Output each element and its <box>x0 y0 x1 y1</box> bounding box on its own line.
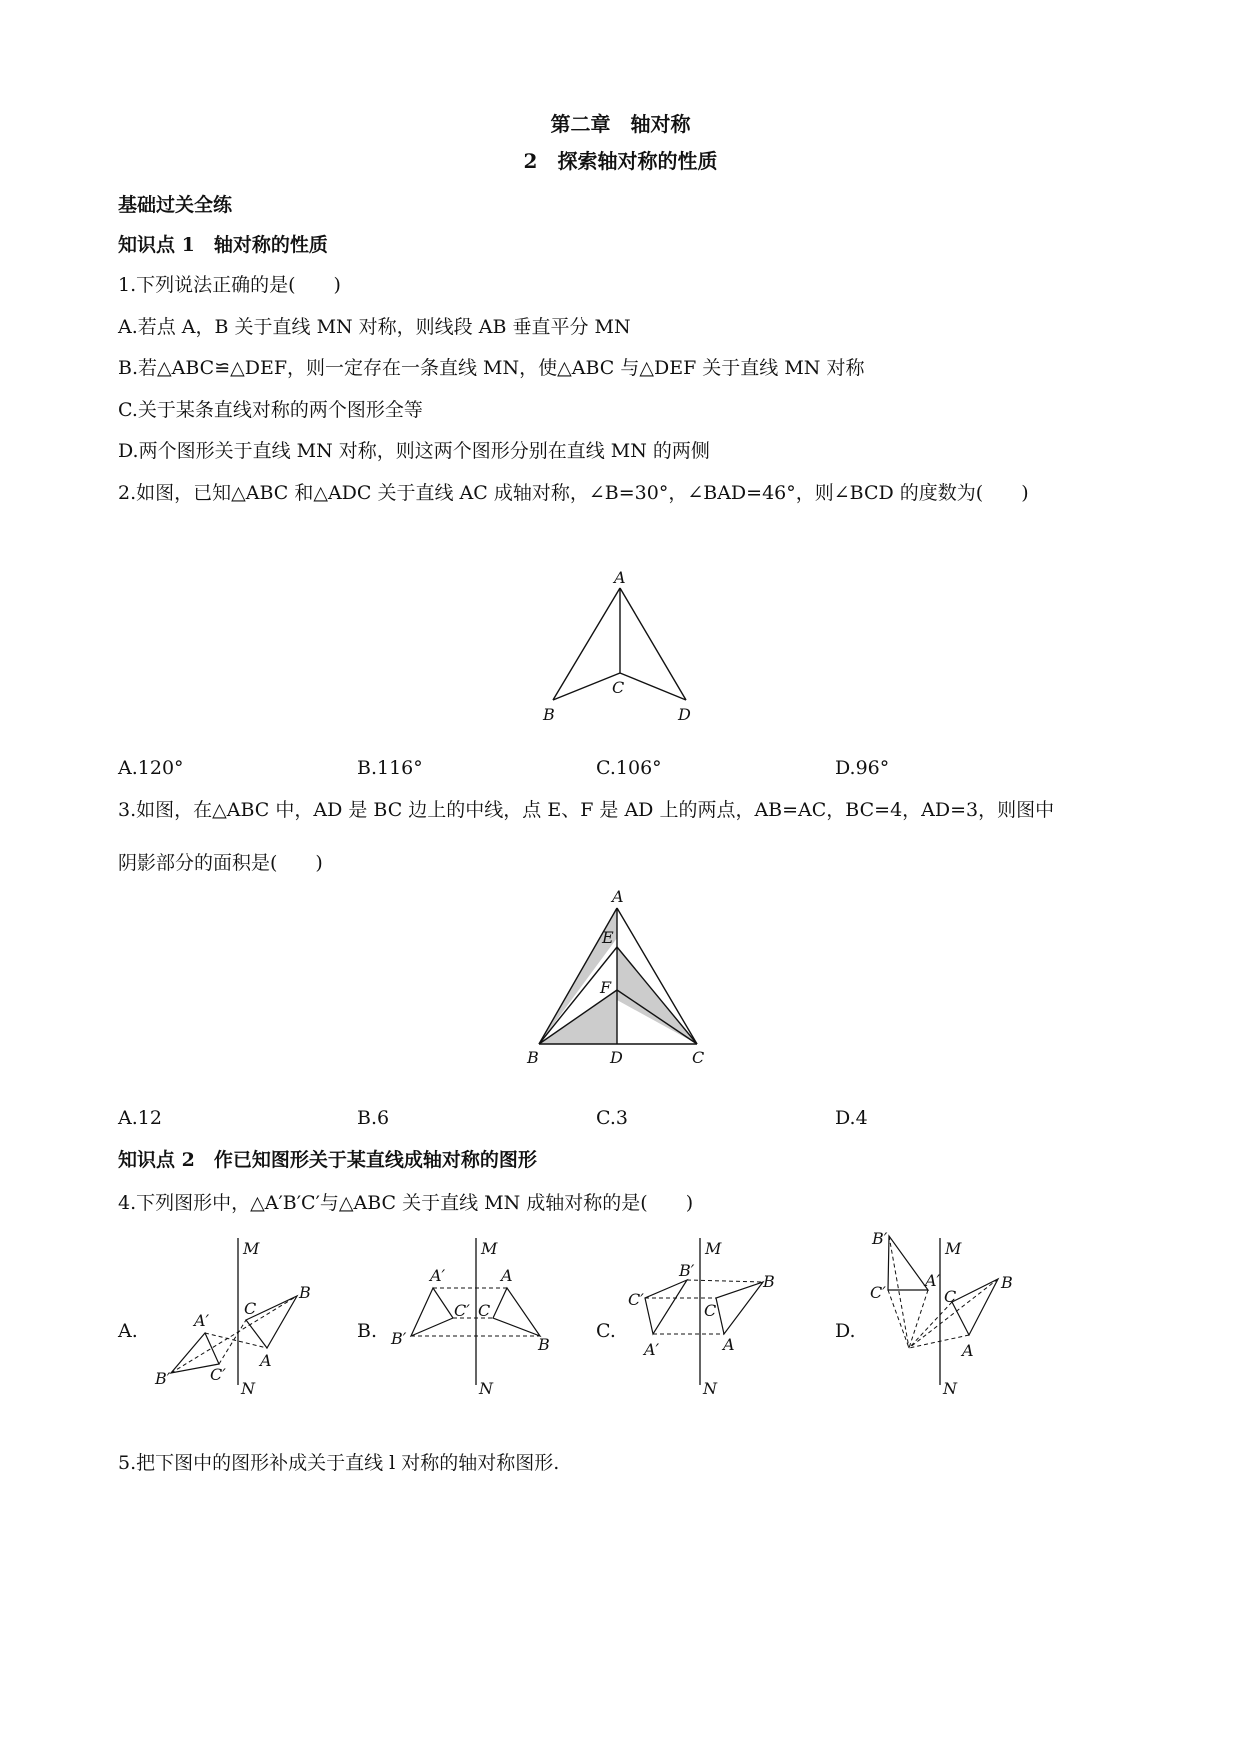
q3-label-d: D <box>610 1048 623 1067</box>
q3-option-c: C.3 <box>596 1107 628 1129</box>
q4-figure-b <box>390 1238 550 1398</box>
svg-text:B: B <box>299 1283 311 1302</box>
svg-text:A′: A′ <box>194 1311 210 1330</box>
svg-text:B: B <box>538 1335 550 1354</box>
q2-stem: 2.如图，已知△ABC 和△ADC 关于直线 AC 成轴对称，∠B=30°，∠BAD=46°，则∠BCD 的度数为( ) <box>118 482 1029 504</box>
svg-text:A′: A′ <box>430 1266 446 1285</box>
q3-label-f: F <box>600 978 612 997</box>
chapter-title: 第二章 轴对称 <box>550 112 691 136</box>
q3-option-a: A.12 <box>118 1107 162 1129</box>
q2-label-a: A <box>614 568 626 587</box>
q2-option-a: A.120° <box>118 757 184 779</box>
q4-figure-c <box>628 1238 775 1398</box>
svg-text:C′: C′ <box>628 1290 644 1309</box>
svg-text:N: N <box>943 1379 957 1398</box>
svg-text:A: A <box>723 1335 735 1354</box>
q4-figure-d <box>870 1229 1013 1398</box>
svg-text:M: M <box>481 1239 498 1258</box>
svg-text:A′: A′ <box>644 1340 660 1359</box>
svg-text:B′: B′ <box>872 1229 888 1248</box>
svg-text:C: C <box>244 1299 257 1318</box>
q3-label-c: C <box>692 1048 705 1067</box>
q2-label-d: D <box>678 705 691 724</box>
q3-label-b: B <box>527 1048 539 1067</box>
q4-option-a-label: A. <box>118 1320 138 1342</box>
q1-option-d: D.两个图形关于直线 MN 对称，则这两个图形分别在直线 MN 的两侧 <box>118 440 710 462</box>
svg-text:C: C <box>944 1287 957 1306</box>
q2-label-c: C <box>612 678 625 697</box>
q2-option-b: B.116° <box>357 757 423 779</box>
q3-label-e: E <box>602 928 614 947</box>
svg-text:N: N <box>479 1379 493 1398</box>
q1-stem: 1.下列说法正确的是( ) <box>118 274 341 296</box>
svg-text:N: N <box>241 1379 255 1398</box>
svg-text:B: B <box>763 1272 775 1291</box>
q3-stem-line2: 阴影部分的面积是( ) <box>118 852 323 874</box>
svg-text:C: C <box>478 1301 491 1320</box>
q4-option-b-label: B. <box>357 1320 378 1342</box>
q1-option-a: A.若点 A，B 关于直线 MN 对称，则线段 AB 垂直平分 MN <box>118 316 631 338</box>
q4-option-c-label: C. <box>596 1320 616 1342</box>
q1-option-c: C.关于某条直线对称的两个图形全等 <box>118 399 423 421</box>
svg-text:B′: B′ <box>679 1261 695 1280</box>
q5-stem: 5.把下图中的图形补成关于直线 l 对称的轴对称图形. <box>118 1452 560 1474</box>
svg-text:C′: C′ <box>210 1365 226 1384</box>
q2-option-d: D.96° <box>835 757 890 779</box>
svg-text:A: A <box>260 1351 272 1370</box>
q3-option-b: B.6 <box>357 1107 390 1129</box>
svg-text:C: C <box>704 1301 717 1320</box>
q3-stem-line1: 3.如图，在△ABC 中，AD 是 BC 边上的中线，点 E、F 是 AD 上的两点，AB=AC，BC=4，AD=3，则图中 <box>118 799 1055 821</box>
svg-text:M: M <box>945 1239 962 1258</box>
q3-option-d: D.4 <box>835 1107 868 1129</box>
svg-text:C′: C′ <box>454 1301 470 1320</box>
q2-option-c: C.106° <box>596 757 662 779</box>
svg-text:B: B <box>1001 1273 1013 1292</box>
svg-text:A′: A′ <box>925 1271 941 1290</box>
knowledge-point-1: 知识点 1 轴对称的性质 <box>118 234 328 256</box>
svg-text:M: M <box>705 1239 722 1258</box>
svg-text:M: M <box>243 1239 260 1258</box>
svg-text:A: A <box>962 1341 974 1360</box>
q4-option-d-label: D. <box>835 1320 856 1342</box>
q4-stem: 4.下列图形中，△A′B′C′与△ABC 关于直线 MN 成轴对称的是( ) <box>118 1192 694 1214</box>
svg-text:B′: B′ <box>391 1329 407 1348</box>
q3-label-a: A <box>612 887 624 906</box>
section-title: 2 探索轴对称的性质 <box>523 149 718 173</box>
q4-figure-a <box>154 1238 311 1398</box>
svg-text:C′: C′ <box>870 1283 886 1302</box>
svg-text:B′: B′ <box>155 1369 171 1388</box>
svg-text:N: N <box>703 1379 717 1398</box>
q2-label-b: B <box>543 705 555 724</box>
q1-option-b: B.若△ABC≌△DEF，则一定存在一条直线 MN，使△ABC 与△DEF 关于直线 MN 对称 <box>118 357 865 379</box>
part-heading: 基础过关全练 <box>118 194 233 216</box>
knowledge-point-2: 知识点 2 作已知图形关于某直线成轴对称的图形 <box>118 1149 537 1171</box>
svg-text:A: A <box>501 1266 513 1285</box>
